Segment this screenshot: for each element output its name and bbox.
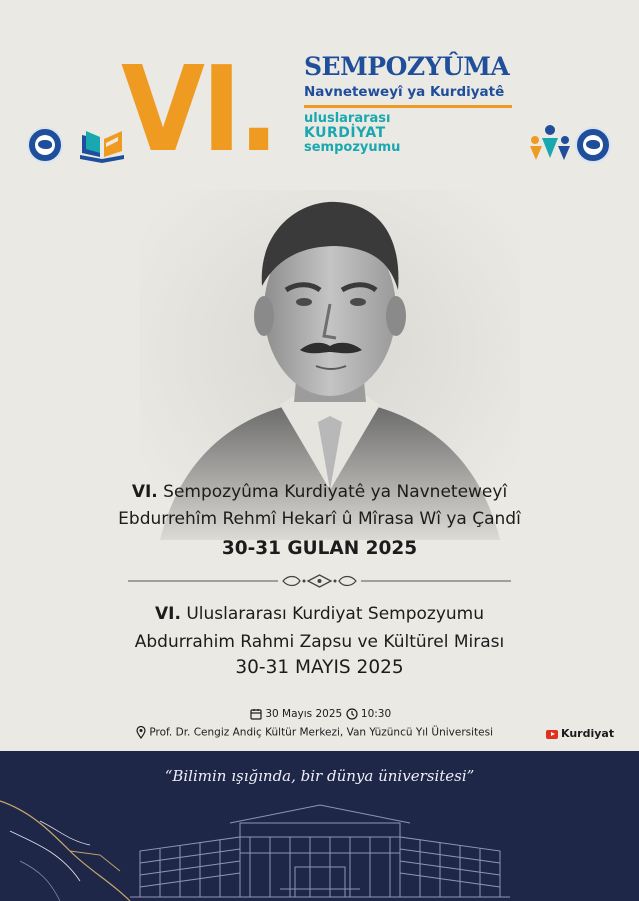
turkish-date: 30-31 MAYIS 2025 [235, 657, 404, 678]
event-date: 30 Mayıs 2025 [265, 708, 343, 720]
university-slogan: “Bilimin ışığında, bir dünya üniversitesi” [164, 767, 475, 785]
youtube-channel[interactable] [546, 727, 614, 740]
title-kurdish-sub: Navneteweyî ya Kurdiyatê [304, 84, 505, 100]
roman-numeral: VI. [121, 40, 276, 178]
turkish-title-line1: VI. Uluslararası Kurdiyat Sempozyumu [154, 604, 484, 624]
footer-banner [0, 751, 639, 901]
title-turkish-line3: sempozyumu [304, 140, 401, 155]
ornament-divider [128, 574, 511, 588]
event-location-text: Prof. Dr. Cengiz Andiç Kültür Merkezi, Van Yüzüncü Yıl Üniversitesi [149, 726, 494, 739]
title-kurdish-main: SEMPOZYÛMA [304, 52, 510, 81]
title-turkish-line1: uluslararası [304, 111, 391, 126]
marble-decoration [0, 771, 140, 901]
clock-icon [346, 708, 358, 720]
calendar-icon [250, 708, 262, 720]
university-logo-right [575, 127, 611, 163]
youtube-channel-name: Kurdiyat [561, 727, 615, 740]
kurdish-title-line1: VI. Sempozyûma Kurdiyatê ya Navneteweyî [131, 482, 508, 502]
location-pin-icon [136, 726, 146, 739]
turkish-title-line2: Abdurrahim Rahmi Zapsu ve Kültürel Mirası [134, 632, 505, 652]
youtube-icon [546, 730, 558, 739]
title-turkish-line2: KURDİYAT [304, 125, 386, 141]
university-building-illustration [130, 787, 510, 901]
event-location [136, 726, 493, 739]
title-divider [304, 105, 512, 108]
kurdish-date: 30-31 GULAN 2025 [221, 538, 418, 559]
event-date-time [250, 708, 391, 720]
event-time: 10:30 [360, 708, 392, 720]
kurdish-title-line2: Ebdurrehîm Rehmî Hekarî û Mîrasa Wî ya Çandî [118, 509, 521, 529]
people-logo-icon [528, 124, 572, 166]
university-logo-left [27, 127, 63, 163]
